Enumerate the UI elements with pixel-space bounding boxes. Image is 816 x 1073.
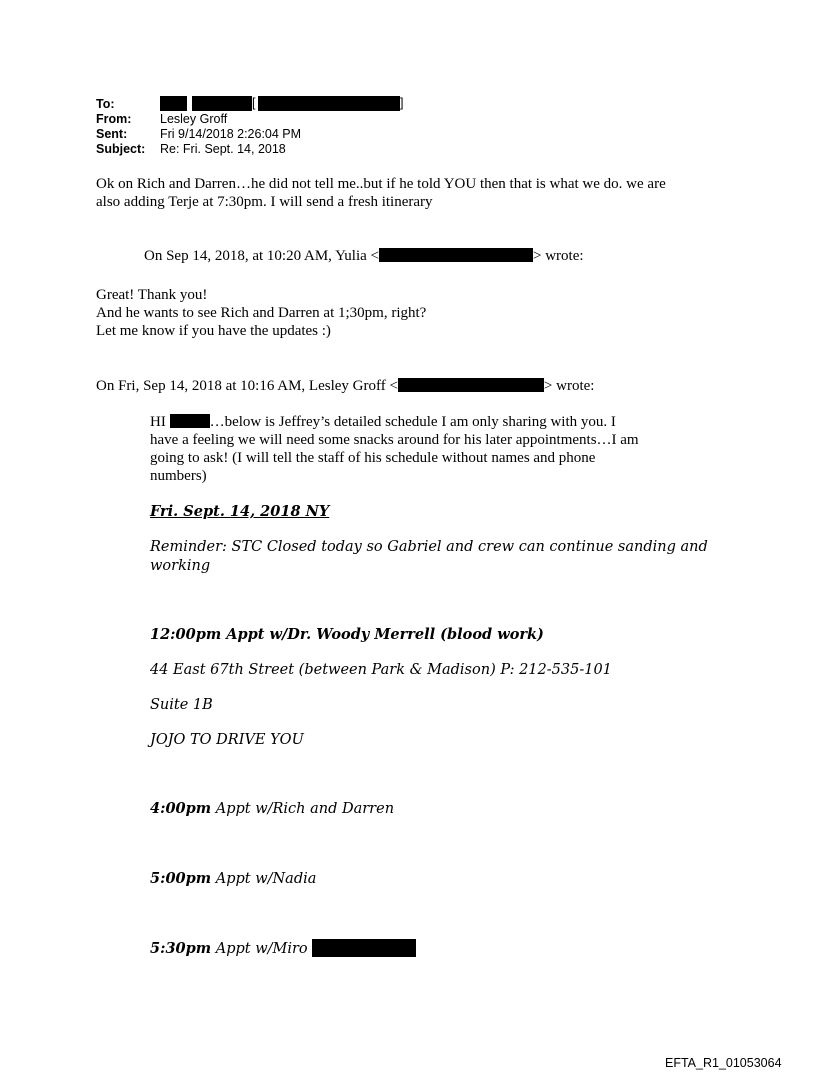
document-id: EFTA_R1_01053064 (665, 1056, 782, 1070)
from-value: Lesley Groff (160, 112, 228, 126)
appointment-entry (150, 870, 316, 888)
quote2-line: numbers) (150, 468, 207, 484)
quote2-line: have a feeling we will need some snacks around for his later appointments…I am (150, 432, 639, 448)
subject-value: Re: Fri. Sept. 14, 2018 (160, 142, 286, 156)
quote2-line (150, 413, 616, 431)
appointment-time: 4:00pm (150, 800, 212, 817)
appointment-text: Appt w/Rich and Darren (211, 801, 395, 817)
schedule-reminder: Reminder: STC Closed today so Gabriel and crew can continue sanding and (150, 539, 708, 555)
redaction-block (170, 414, 210, 428)
redaction-block (312, 939, 416, 957)
redaction-block (160, 96, 187, 111)
from-label: From: (96, 112, 132, 126)
attribution-text: > wrote: (532, 248, 584, 264)
schedule-date-heading: Fri. Sept. 14, 2018 NY (150, 503, 330, 520)
attribution-text: > wrote: (543, 378, 595, 394)
quote2-line: going to ask! (I will tell the staff of his schedule without names and phone (150, 450, 596, 466)
appointment-address: 44 East 67th Street (between Park & Madison) P: 212-535-101 (150, 662, 612, 678)
quote1-line: Let me know if you have the updates :) (96, 323, 331, 339)
reply-line: Ok on Rich and Darren…he did not tell me..but if he told YOU then that is what we do. we are (96, 176, 666, 192)
appointment-suite: Suite 1B (150, 697, 213, 713)
to-bracket-close: ] (400, 96, 404, 110)
reply-line: also adding Terje at 7:30pm. I will send a fresh itinerary (96, 194, 433, 210)
redaction-block (398, 378, 544, 392)
body-text: …below is Jeffrey’s detailed schedule I am only sharing with you. I (209, 414, 616, 430)
subject-label: Subject: (96, 142, 146, 156)
appointment-title: 12:00pm Appt w/Dr. Woody Merrell (blood work) (150, 626, 544, 643)
attribution-text: On Sep 14, 2018, at 10:20 AM, Yulia < (144, 248, 379, 264)
quote1-line: And he wants to see Rich and Darren at 1;30pm, right? (96, 305, 427, 321)
appointment-text: Appt w/Nadia (211, 871, 317, 887)
sent-value: Fri 9/14/2018 2:26:04 PM (160, 127, 302, 141)
greeting: HI (150, 414, 166, 430)
sent-label: Sent: (96, 127, 128, 141)
schedule-reminder: working (150, 558, 211, 574)
redaction-block (258, 96, 400, 111)
appointment-entry (150, 800, 394, 818)
appointment-time: 5:30pm (150, 940, 212, 957)
quote1-attribution (144, 247, 584, 265)
appointment-driver: JOJO TO DRIVE YOU (150, 732, 304, 748)
attribution-text: On Fri, Sep 14, 2018 at 10:16 AM, Lesley Groff < (96, 378, 398, 394)
redaction-block (192, 96, 252, 111)
to-label: To: (96, 97, 115, 111)
quote1-line: Great! Thank you! (96, 287, 208, 303)
quote2-attribution (96, 377, 594, 395)
to-bracket-open: [ (252, 96, 256, 110)
appointment-entry (150, 939, 416, 958)
redaction-block (379, 248, 533, 262)
appointment-time: 5:00pm (150, 870, 212, 887)
appointment-text: Appt w/Miro (211, 941, 313, 957)
